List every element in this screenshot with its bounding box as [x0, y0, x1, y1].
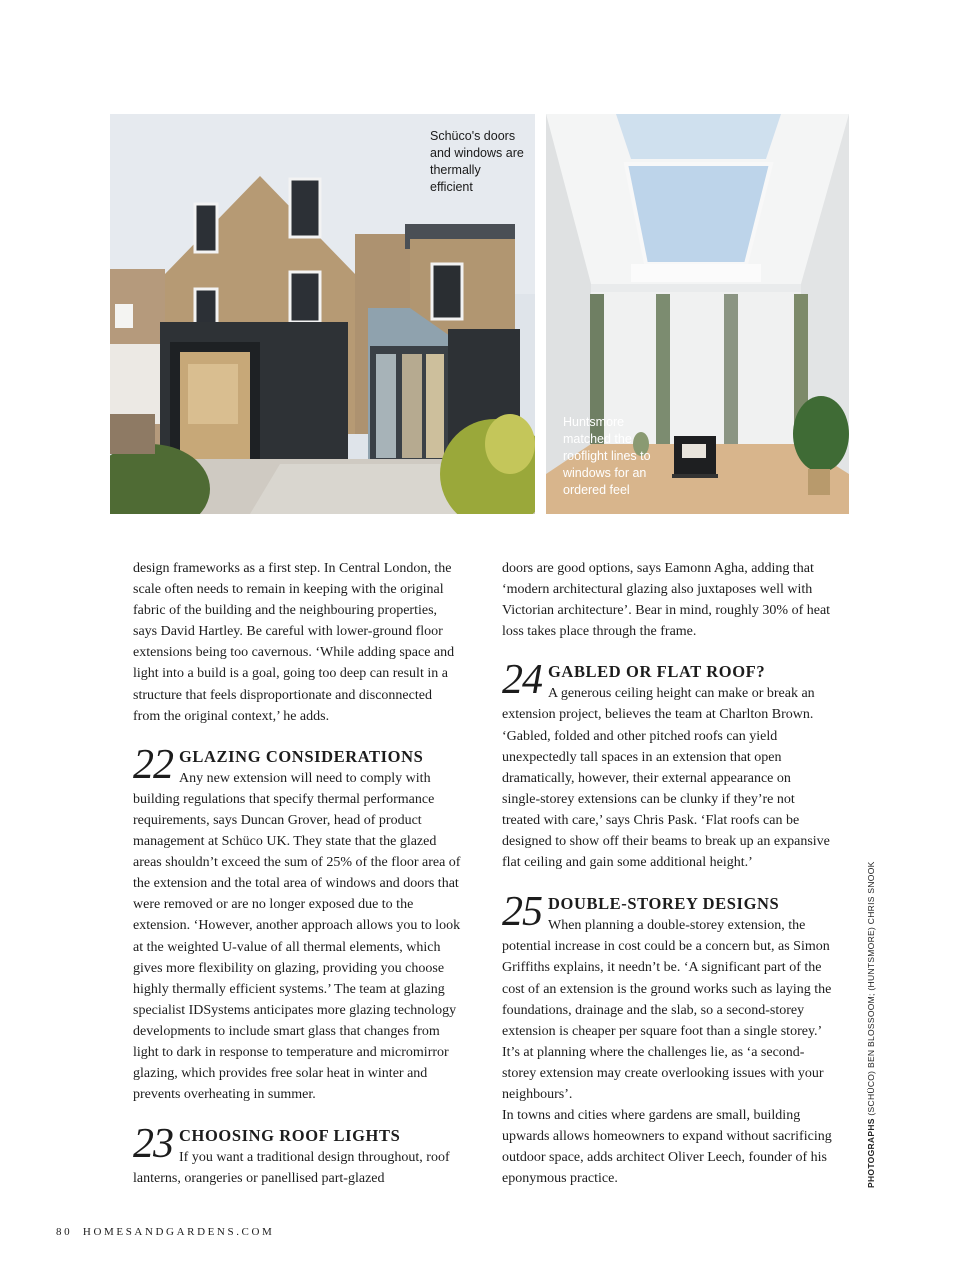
text-column-right: [502, 558, 832, 1189]
text-column-left: [133, 558, 461, 1189]
section-number: 24: [502, 657, 542, 704]
photo-credit-text: (SCHÜCO) BEN BLOSSOOM; (HUNTSMORE) CHRIS SNOOK: [866, 861, 876, 1119]
section-number: 23: [133, 1121, 173, 1168]
photo-credit-label: PHOTOGRAPHS: [866, 1118, 876, 1188]
photo-caption-huntsmore: Huntsmore matched the rooflight lines to windows for an ordered feel: [563, 415, 651, 497]
section-number: 22: [133, 741, 173, 788]
section-body-continued: In towns and cities where gardens are small, building upwards allows homeowners to expand without sacrificing outdoor space, adds architect Oliver Leech, founder of his eponymous practice.: [502, 1108, 832, 1187]
section-body: Any new extension will need to comply with building regulations that specify thermal performance requirements, says Duncan Grover, head of product management at Schüco UK. They state that the glazed areas shouldn’t exceed the sum of 25% of the floor area of the extension and the total area of windows and doors that were removed or are no longer exposed due to the extension. ‘However, another approach allows you to look at the weighted U-value of all thermal elements, which gives more flexibility on glazing, providing you choose highly thermally efficient systems.’ The team at glazing specialist IDSystems anticipates more glazing technology developments to include smart glass that changes from light to dark in response to temperature and micromirror glazing, which provides free solar heat in winter and prevents overheating in summer.: [133, 770, 461, 1103]
page-footer: [56, 1226, 274, 1238]
intro-paragraph-left: design frameworks as a first step. In Central London, the scale often needs to remain in keeping with the original fabric of the building and the neighbouring properties, says David Hartley. Be careful with lower-ground floor extensions being too cavernous. ‘While adding space and light into a build is a goal, going too deep can result in a structure that feels disproportionate and disconnected from the original context,’ he adds.: [133, 561, 455, 724]
section-body: If you want a traditional design throughout, roof lanterns, orangeries or panellised part-glazed: [133, 1150, 450, 1187]
section-heading: CHOOSING ROOF LIGHTS: [179, 1126, 401, 1146]
section-24: [502, 659, 832, 873]
section-number: 25: [502, 889, 542, 936]
photo-house-exterior: [110, 114, 535, 514]
photo-credit: [866, 861, 876, 1188]
section-heading: GABLED OR FLAT ROOF?: [548, 662, 766, 682]
section-body: A generous ceiling height can make or break an extension project, believes the team at Charlton Brown. ‘Gabled, folded and other pitched roofs can yield unexpectedly tall spaces in an extension that open dramatically, however, their external appearance on single-storey extensions can be clunky if they’re not treated with care,’ says Chris Pask. ‘Flat roofs can be designed to show off their beams to break up an expansive flat ceiling and gain some additional height.’: [502, 686, 830, 871]
photo-interior-rooflight: [546, 114, 849, 514]
site-name-link[interactable]: HOMESANDGARDENS.COM: [82, 1226, 275, 1238]
section-body: When planning a double-storey extension, the potential increase in cost could be a concern but, as Simon Griffiths explains, it needn’t be. ‘A significant part of the cost of an extension is the ground works such as laying the foundations, drainage and the slab, so a second-storey extension is cheaper per square foot than a single storey.’ It’s at planning where the challenges lie, as ‘a second-storey extension may create overlooking issues with your neighbours’.: [502, 918, 832, 1102]
intro-paragraph-right: doors are good options, says Eamonn Agha, adding that ‘modern architectural glazing also juxtaposes well with Victorian architecture’. Bear in mind, roughly 30% of heat loss takes place through the frame.: [502, 561, 831, 640]
section-heading: GLAZING CONSIDERATIONS: [179, 746, 424, 766]
page-number: 80: [56, 1226, 73, 1238]
section-heading: DOUBLE-STOREY DESIGNS: [548, 894, 780, 914]
photo-caption-schuco: Schüco's doors and windows are thermally efficient: [430, 129, 524, 194]
section-23: [133, 1123, 461, 1189]
section-22: [133, 741, 461, 1106]
section-25: [502, 891, 832, 1189]
